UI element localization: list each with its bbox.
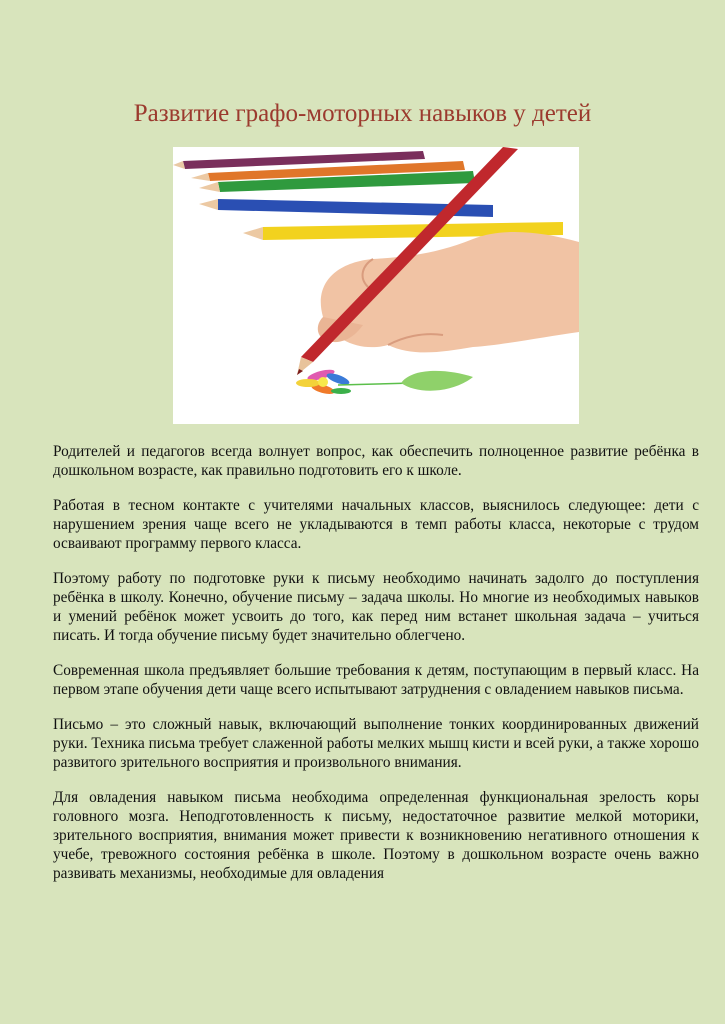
pencils-and-hand-drawing xyxy=(173,147,579,424)
illustration-hand-with-pencils xyxy=(173,147,579,424)
hand xyxy=(318,232,579,352)
body-text xyxy=(53,442,699,899)
paragraph: Родителей и педагогов всегда волнует вопрос, как обеспечить полноценное развитие ребёнка в дошкольном возрасте, как правильно подготовить его к школе. xyxy=(53,443,699,479)
paragraph: Современная школа предъявляет большие требования к детям, поступающим в первый класс. На первом этапе обучения дети чаще всего испытывают затруднения с овладением навыков письма. xyxy=(53,662,699,698)
page-title: Развитие графо-моторных навыков у детей xyxy=(133,100,592,127)
paragraph: Работая в тесном контакте с учителями начальных классов, выяснилось следующее: дети с нарушением зрения чаще всего не укладываются в темп работы класса, некоторые с трудом осваивают программу первого класса. xyxy=(53,497,699,552)
flower-drawing xyxy=(296,368,473,396)
paragraph: Для овладения навыком письма необходима определенная функциональная зрелость коры головного мозга. Неподготовленность к письму, недостаточное развитие мелкой моторики, зрительного восприятия, внимания может привести к возникновению негативного отношения к учебе, тревожного состояния ребёнка в школе. Поэтому в дошкольном возрасте очень важно развивать механизмы, необходимые для овладения xyxy=(53,789,699,882)
paragraph: Поэтому работу по подготовке руки к письму необходимо начинать задолго до поступления ребёнка в школу. Конечно, обучение письму – задача школы. Но многие из необходимых навыков и умений ребёнок может усвоить до того, как перед ним встанет школьная задача – учиться писать. И тогда обучение письму будет значительно облегчено. xyxy=(53,570,699,644)
paragraph: Письмо – это сложный навык, включающий выполнение тонких координированных движений руки. Техника письма требует слаженной работы мелких мышц кисти и всей руки, а также хорошо развитого зрительного восприятия и произвольного внимания. xyxy=(53,716,699,771)
